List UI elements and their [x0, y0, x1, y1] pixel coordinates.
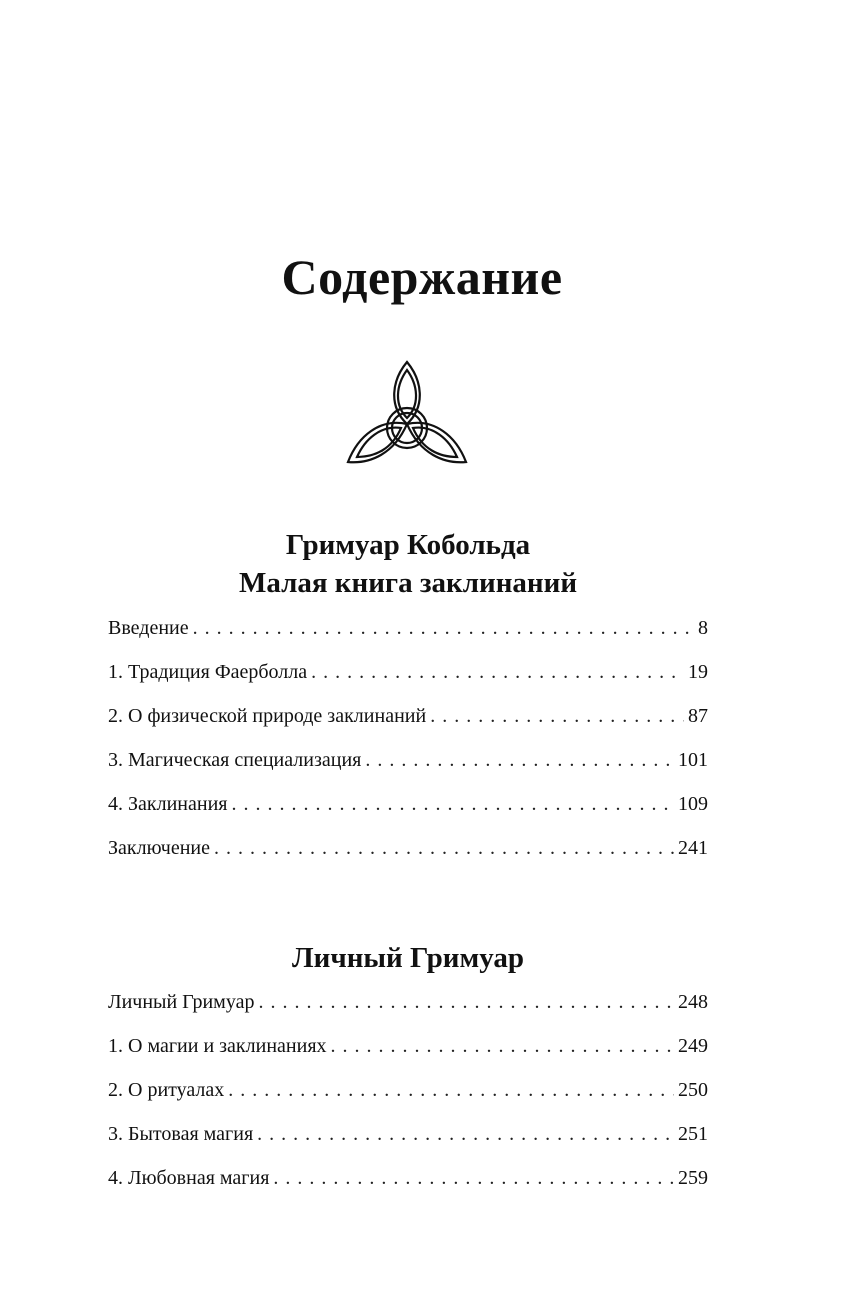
dot-leader	[193, 616, 694, 640]
toc-entry[interactable]	[108, 748, 708, 792]
dot-leader	[331, 1034, 674, 1058]
section-heading	[0, 528, 816, 562]
dot-leader	[273, 1166, 674, 1190]
toc-entry-label: 4. Любовная магия	[108, 1167, 270, 1189]
dot-leader	[365, 748, 674, 772]
toc-page-number: 250	[678, 1079, 708, 1101]
toc-entry-label: Введение	[108, 617, 189, 639]
toc-page-number: 249	[678, 1035, 708, 1057]
toc-entry-label: Заключение	[108, 837, 210, 859]
toc-entry[interactable]	[108, 616, 708, 660]
section-heading-line: Малая книга заклинаний	[238, 567, 578, 599]
toc-entry-label: 3. Магическая специализация	[108, 749, 362, 771]
triquetra-knot-icon	[342, 358, 472, 470]
toc-entry[interactable]	[108, 704, 708, 748]
toc-page-number: 19	[688, 661, 708, 683]
toc-entry-label: 2. О физической природе заклинаний	[108, 705, 427, 727]
toc-entry[interactable]	[108, 1122, 708, 1166]
toc-entry[interactable]	[108, 1034, 708, 1078]
section-heading-line: Гримуар Кобольда	[285, 529, 531, 561]
toc-page-number: 109	[678, 793, 708, 815]
toc-page-number: 101	[678, 749, 708, 771]
toc-entry[interactable]	[108, 1166, 708, 1210]
dot-leader	[257, 1122, 674, 1146]
toc-page-number: 8	[698, 617, 708, 639]
toc-entry-label: 3. Бытовая магия	[108, 1123, 254, 1145]
toc-list	[108, 990, 708, 1210]
dot-leader	[228, 1078, 674, 1102]
toc-page-number: 87	[688, 705, 708, 727]
toc-entry-label: 4. Заклинания	[108, 793, 228, 815]
toc-entry[interactable]	[108, 1078, 708, 1122]
section-subheading	[0, 566, 816, 600]
toc-page-number: 241	[678, 837, 708, 859]
toc-page-number: 248	[678, 991, 708, 1013]
section-heading	[0, 941, 816, 975]
section-heading-line: Личный Гримуар	[292, 942, 524, 974]
toc-page-number: 251	[678, 1123, 708, 1145]
toc-entry-label: 1. Традиция Фаерболла	[108, 661, 308, 683]
toc-entry[interactable]	[108, 792, 708, 836]
toc-entry[interactable]	[108, 990, 708, 1034]
page-title: Содержание	[281, 249, 563, 305]
dot-leader	[311, 660, 684, 684]
toc-entry-label: 2. О ритуалах	[108, 1079, 225, 1101]
dot-leader	[258, 990, 674, 1014]
toc-page-number: 259	[678, 1167, 708, 1189]
dot-leader	[430, 704, 684, 728]
toc-entry[interactable]	[108, 660, 708, 704]
dot-leader	[214, 836, 674, 860]
toc-entry-label: Личный Гримуар	[108, 991, 255, 1013]
toc-list	[108, 616, 708, 880]
toc-entry[interactable]	[108, 836, 708, 880]
toc-entry-label: 1. О магии и заклинаниях	[108, 1035, 327, 1057]
dot-leader	[231, 792, 674, 816]
